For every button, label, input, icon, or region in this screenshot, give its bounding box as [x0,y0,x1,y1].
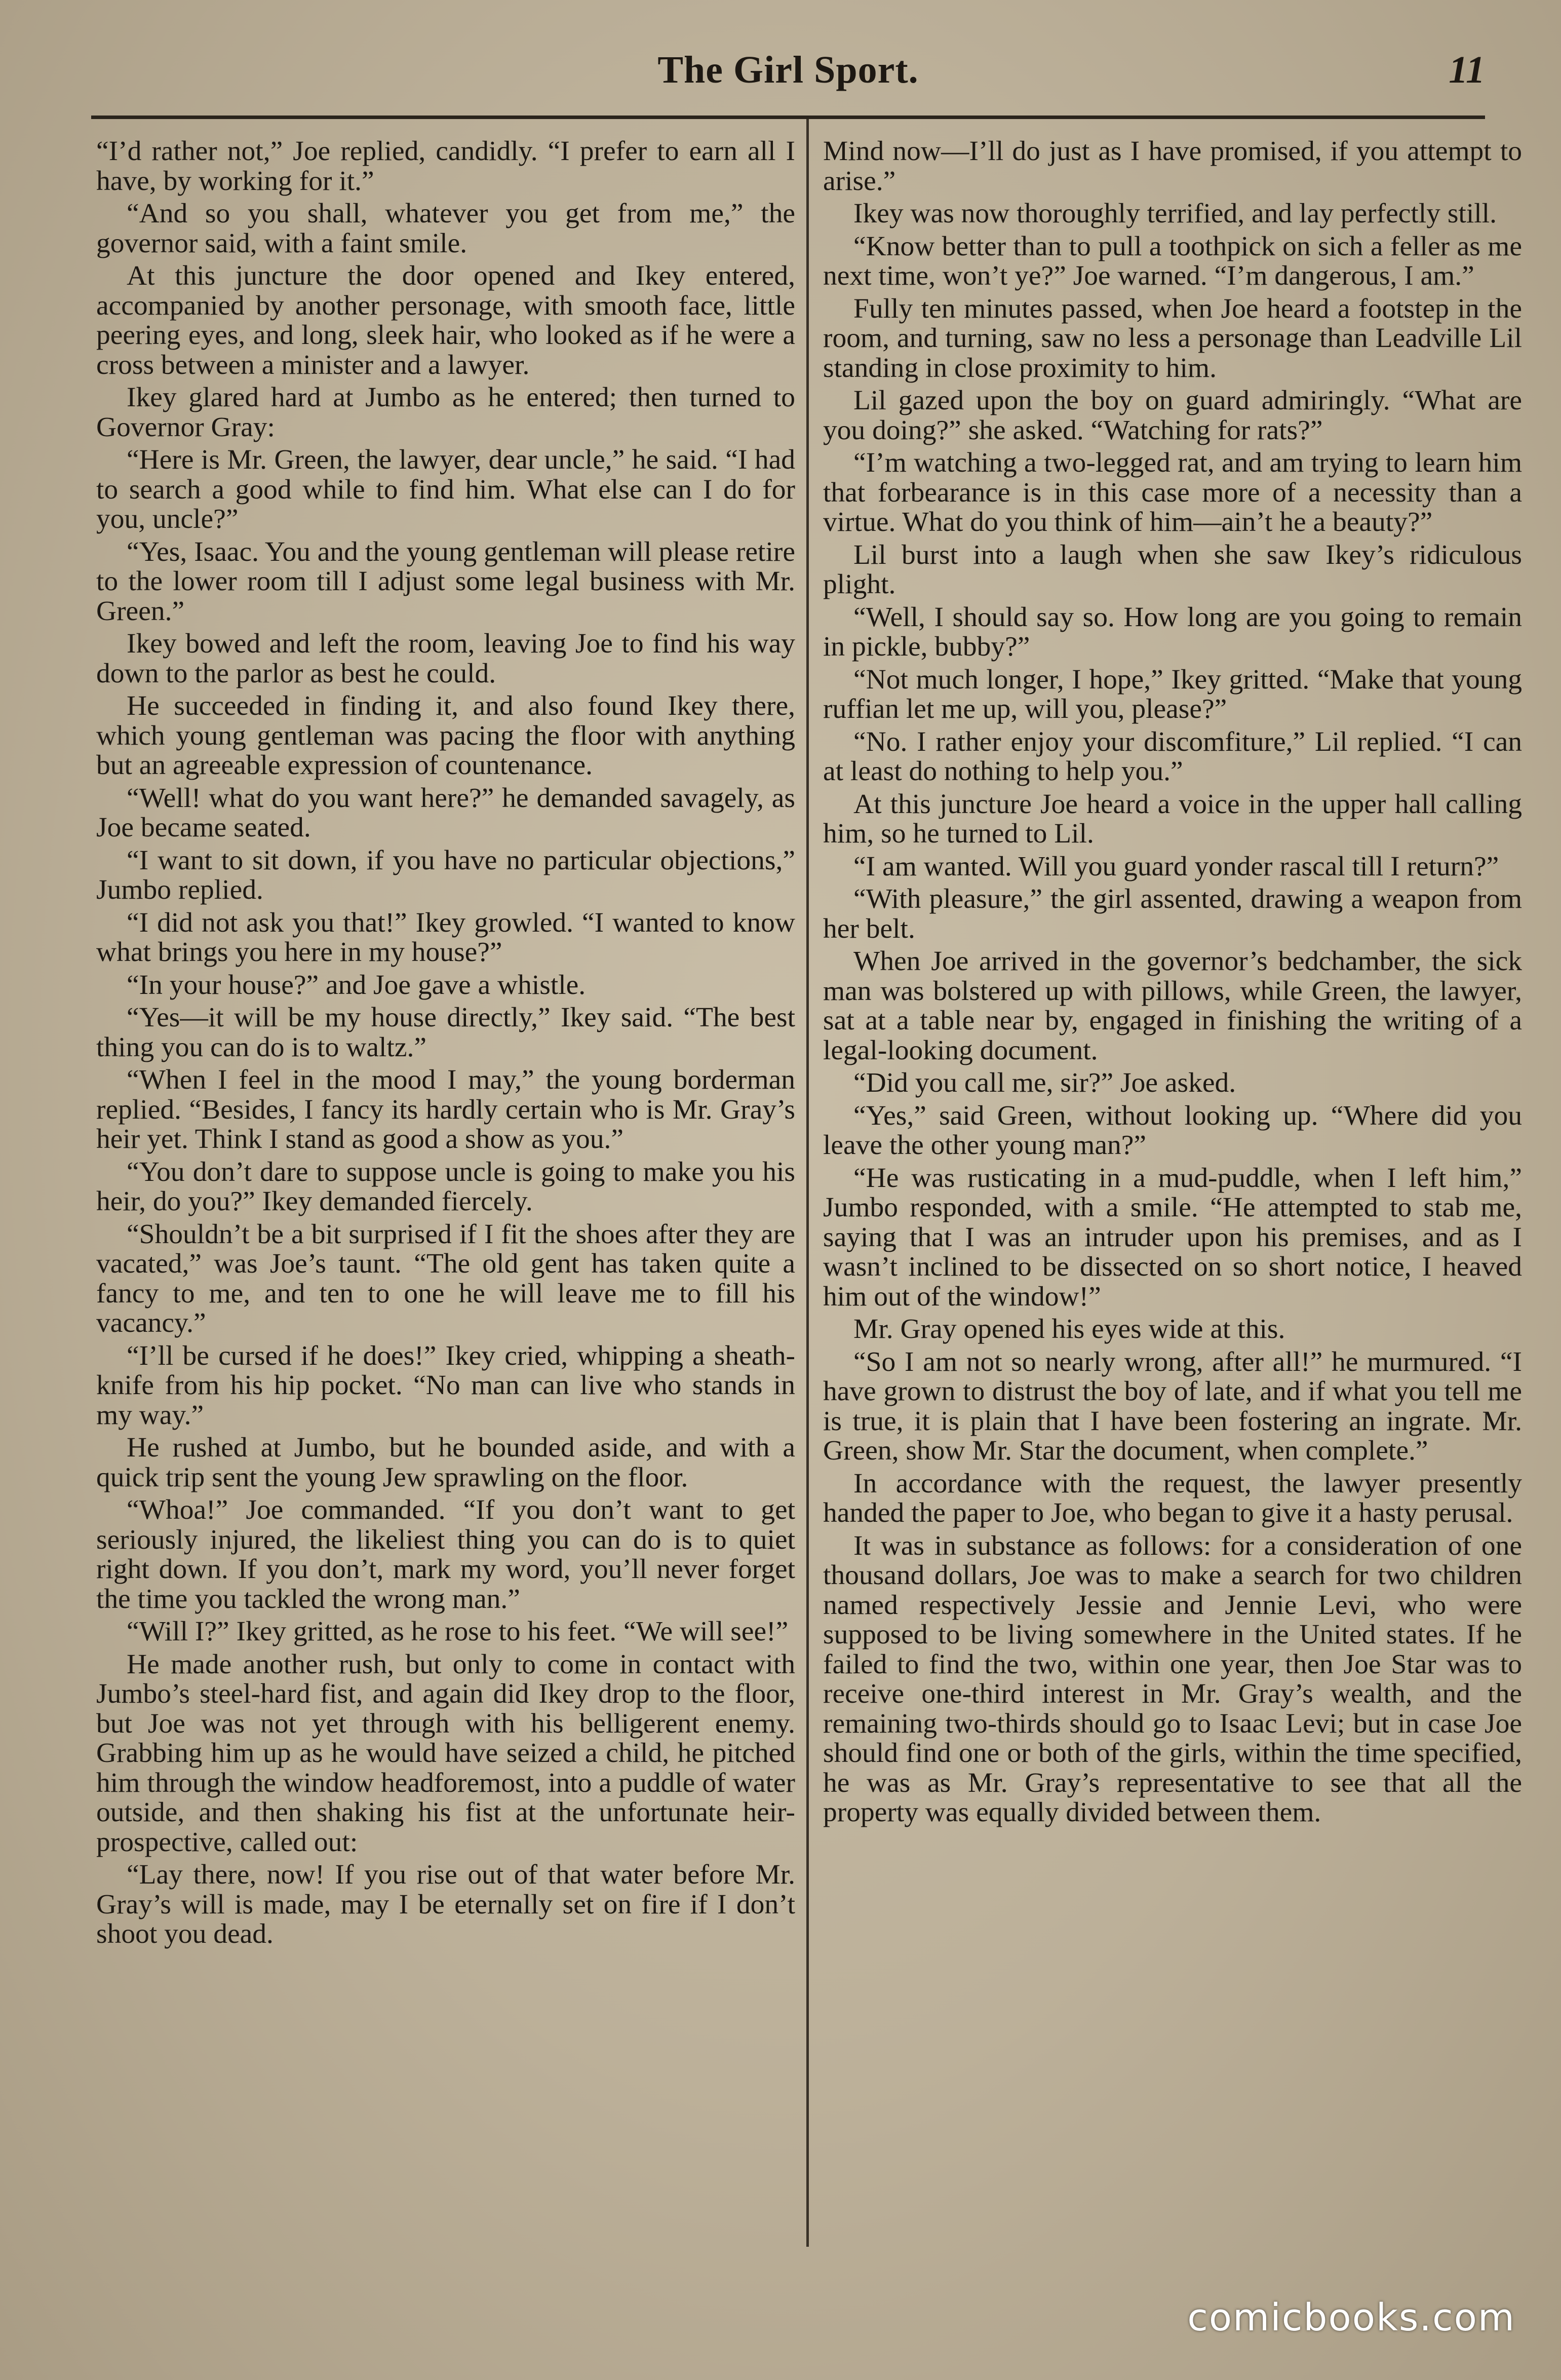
paragraph: “Not much longer, I hope,” Ikey gritted. “Make that young ruffian let me up, will you, please?” [823,664,1522,724]
column-divider [806,119,809,2247]
paragraph: Ikey was now thoroughly terrified, and lay perfectly still. [853,198,1497,229]
paragraph: “Yes, Isaac. You and the young gentleman will please retire to the lower room till I adjust some legal business with Mr. Green.” [96,536,795,627]
paragraph: “Will I?” Ikey gritted, as he rose to his feet. “We will see!” [127,1616,789,1647]
paragraph: Mind now—I’ll do just as I have promised, if you attempt to arise.” [823,136,1522,197]
paragraph: He made another rush, but only to come in contact with Jumbo’s steel-hard fist, and again did Ikey drop to the floor, but Joe was not yet through with his belligerent enemy. Grabbing him up as he would have seized a child, he pitched him through the window headforemost, into a puddle of water outside, and then shaking his fist at the unfortunate heir-prospective, called out: [96,1648,795,1858]
paragraph: “Whoa!” Joe commanded. “If you don’t want to get seriously injured, the likeliest thing you can do is to quiet right down. If you don’t, mark my word, you’ll never forget the time you tackled the wrong man.” [96,1494,795,1615]
paragraph: “I did not ask you that!” Ikey growled. “I wanted to know what brings you here in my house?” [96,907,795,968]
paragraph: He rushed at Jumbo, but he bounded aside, and with a quick trip sent the young Jew sprawling on the floor. [96,1432,795,1493]
paragraph: “You don’t dare to suppose uncle is going to make you his heir, do you?” Ikey demanded fiercely. [96,1156,795,1217]
paragraph: In accordance with the request, the lawyer presently handed the paper to Joe, who began to give it a hasty perusal. [823,1468,1522,1528]
paragraph: “Lay there, now! If you rise out of that water before Mr. Gray’s will is made, may I be eternally set on fire if I don’t shoot you dead. [96,1859,795,1949]
page-number: 11 [1449,49,1485,91]
paragraph: “Yes—it will be my house directly,” Ikey said. “The best thing you can do is to waltz.” [96,1002,795,1063]
paragraph: Mr. Gray opened his eyes wide at this. [853,1314,1285,1345]
paragraph: “Shouldn’t be a bit surprised if I fit the shoes after they are vacated,” was Joe’s taunt. “The old gent has taken quite a fancy to me, and ten to one he will leave me to fill his vacancy.” [96,1218,795,1338]
paragraph: Lil burst into a laugh when she saw Ikey’s ridiculous plight. [823,539,1522,600]
paragraph: “I want to sit down, if you have no particular objections,” Jumbo replied. [96,844,795,905]
paragraph: Fully ten minutes passed, when Joe heard a footstep in the room, and turning, saw no less a personage than Leadville Lil standing in close proximity to him. [823,293,1522,383]
paragraph: “I’d rather not,” Joe replied, candidly. “I prefer to earn all I have, by working for it.” [96,136,795,197]
paragraph: “In your house?” and Joe gave a whistle. [127,969,586,1001]
paragraph: Lil gazed upon the boy on guard admiringly. “What are you doing?” she asked. “Watching for rats?” [823,385,1522,446]
paragraph: Ikey glared hard at Jumbo as he entered; then turned to Governor Gray: [96,382,795,443]
paragraph: “I am wanted. Will you guard yonder rascal till I return?” [853,851,1499,882]
header-rule [91,116,1485,119]
paragraph: Ikey bowed and left the room, leaving Joe to find his way down to the parlor as best he could. [96,628,795,689]
paragraph: “Yes,” said Green, without looking up. “Where did you leave the other young man?” [823,1100,1522,1161]
paragraph: “So I am not so nearly wrong, after all!” he murmured. “I have grown to distrust the boy of late, and if what you tell me is true, it is plain that I have been fostering an ingrate. Mr. Green, show Mr. Star the document, when complete.” [823,1346,1522,1466]
paragraph: “I’m watching a two-legged rat, and am trying to learn him that forbearance is in this case more of a necessity than a virtue. What do you think of him—ain’t he a beauty?” [823,447,1522,538]
page-header [91,48,1485,104]
paragraph: “Know better than to pull a toothpick on sich a feller as me next time, won’t ye?” Joe warned. “I’m dangerous, I am.” [823,231,1522,291]
right-column [823,137,1522,1831]
paragraph: “Well! what do you want here?” he demanded savagely, as Joe became seated. [96,782,795,843]
paragraph: “Did you call me, sir?” Joe asked. [853,1067,1236,1098]
left-column [96,137,795,1952]
paragraph: “No. I rather enjoy your discomfiture,” Lil replied. “I can at least do nothing to help you.” [823,726,1522,787]
paragraph: “Well, I should say so. How long are you going to remain in pickle, bubby?” [823,601,1522,662]
paragraph: “With pleasure,” the girl assented, drawing a weapon from her belt. [823,884,1522,944]
paragraph: “I’ll be cursed if he does!” Ikey cried, whipping a sheath-knife from his hip pocket. “No man can live who stands in my way.” [96,1340,795,1431]
paragraph: “Here is Mr. Green, the lawyer, dear uncle,” he said. “I had to search a good while to find him. What else can I do for you, uncle?” [96,444,795,534]
paragraph: He succeeded in finding it, and also found Ikey there, which young gentleman was pacing the floor with anything but an agreeable expression of countenance. [96,690,795,781]
running-title: The Girl Sport. [657,49,919,91]
paragraph: “And so you shall, whatever you get from me,” the governor said, with a faint smile. [96,198,795,259]
paragraph: “He was rusticating in a mud-puddle, when I left him,” Jumbo responded, with a smile. “He attempted to stab me, saying that I was an intruder upon his premises, and as I wasn’t inclined to be dissected on so short notice, I heaved him out of the window!” [823,1162,1522,1312]
paragraph: “When I feel in the mood I may,” the young borderman replied. “Besides, I fancy its hardly certain who is Mr. Gray’s heir yet. Think I stand as good a show as you.” [96,1064,795,1155]
paragraph: At this juncture the door opened and Ikey entered, accompanied by another personage, with smooth face, little peering eyes, and long, sleek hair, who looked as if he were a cross between a minister and a lawyer. [96,260,795,380]
paragraph: When Joe arrived in the governor’s bedchamber, the sick man was bolstered up with pillows, while Green, the lawyer, sat at a table near by, engaged in finishing the writing of a legal-looking document. [823,946,1522,1066]
paragraph: It was in substance as follows: for a consideration of one thousand dollars, Joe was to make a search for two children named respectively Jessie and Jennie Levi, who were supposed to be living somewhere in the United states. If he failed to find the two, within one year, then Joe Star was to receive one-third interest in Mr. Gray’s wealth, and the remaining two-thirds should go to Isaac Levi; but in case Joe should find one or both of the girls, within the time specified, he was as Mr. Gray’s representative to see that all the property was equally divided between them. [823,1530,1522,1828]
paragraph: At this juncture Joe heard a voice in the upper hall calling him, so he turned to Lil. [823,788,1522,849]
watermark: comicbooks.com [1187,2296,1515,2339]
